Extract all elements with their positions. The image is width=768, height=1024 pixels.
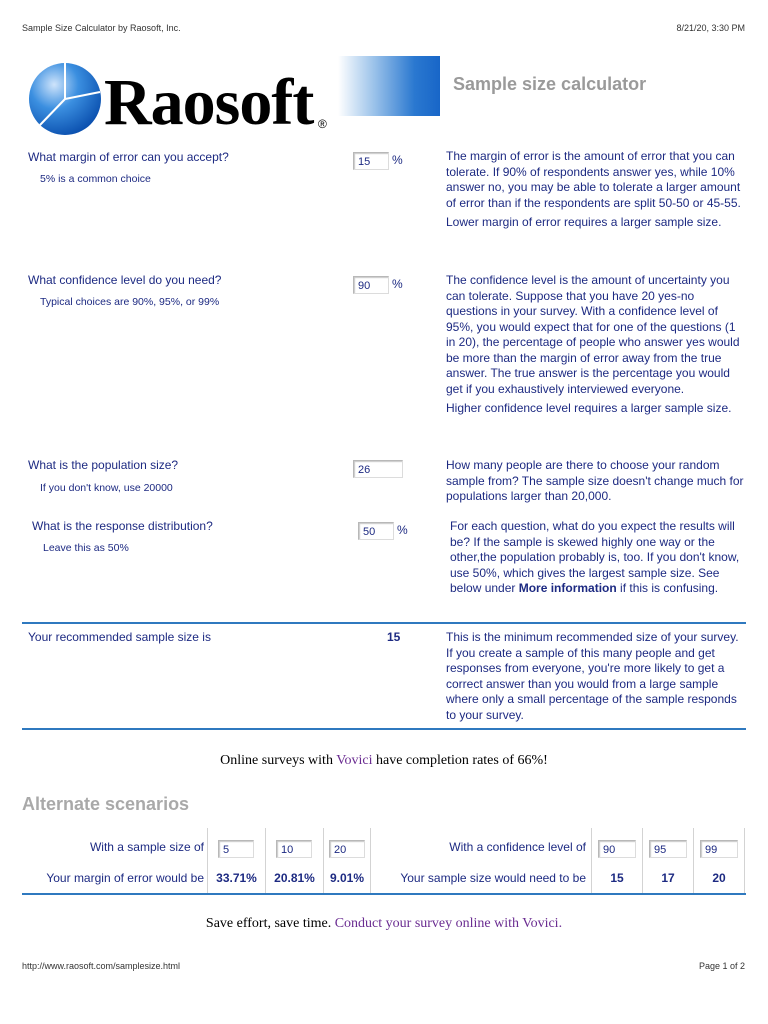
cell-divider	[370, 828, 371, 894]
margin-description	[446, 149, 746, 235]
raosoft-logo-text: Raosoft	[104, 66, 314, 139]
print-footer-url: http://www.raosoft.com/samplesize.html	[22, 961, 181, 971]
result-label: Your recommended sample size is	[28, 630, 211, 644]
alt-margin-value-2: 20.81%	[274, 871, 315, 885]
print-footer-page: Page 1 of 2	[698, 961, 745, 971]
result-divider-bottom	[22, 728, 746, 730]
header-banner	[338, 56, 440, 116]
conduct-survey-link[interactable]: Conduct your survey online with Vovici.	[334, 916, 563, 931]
distribution-question: What is the response distribution?	[32, 519, 213, 533]
confidence-question: What confidence level do you need?	[28, 273, 222, 287]
alternate-divider	[22, 893, 746, 895]
result-description: This is the minimum recommended size of your survey. If you create a sample of this many people and get responses from everyone, you're more likely to get a correct answer than you would from a large sample where only a small percentage of the sample responds to your survey.	[446, 630, 739, 722]
confidence-level-label: With a confidence level of	[449, 840, 586, 854]
population-hint: If you don't know, use 20000	[40, 482, 173, 494]
needed-size-label: Your sample size would need to be	[400, 871, 586, 885]
confidence-description	[446, 273, 746, 421]
raosoft-logo-icon	[28, 62, 102, 136]
confidence-description-p2: Higher confidence level requires a larger sample size.	[446, 401, 732, 415]
print-header-title: Sample Size Calculator by Raosoft, Inc.	[22, 23, 181, 33]
alternate-scenarios-title: Alternate scenarios	[22, 794, 190, 814]
confidence-level-input[interactable]: 90	[353, 276, 389, 294]
margin-description-p1: The margin of error is the amount of error that you can tolerate. If 90% of respondents answer yes, while 10% answer no, you may be able to tolerate a larger amount of error than if the respondents are split 50-50 or 45-55.	[446, 149, 741, 210]
margin-question: What margin of error can you accept?	[28, 150, 229, 164]
margin-hint: 5% is a common choice	[40, 173, 151, 185]
population-size-input[interactable]: 26	[353, 460, 403, 478]
vovici-link[interactable]: Vovici	[336, 753, 373, 768]
alt-needed-value-3: 20	[712, 871, 726, 885]
population-description-p1: How many people are there to choose your random sample from? The sample size doesn't change much for populations larger than 20,000.	[446, 458, 744, 503]
margin-result-label: Your margin of error would be	[46, 871, 204, 885]
alt-confidence-input-1[interactable]: 90	[598, 840, 636, 858]
population-description	[446, 458, 746, 509]
alternate-scenarios-table	[22, 828, 746, 894]
sample-size-label: With a sample size of	[89, 840, 204, 854]
margin-of-error-input[interactable]: 15	[353, 152, 389, 170]
alt-needed-value-1: 15	[610, 871, 624, 885]
promo-completion-rates	[0, 753, 768, 769]
confidence-description-p1: The confidence level is the amount of uncertainty you can tolerate. Suppose that you have 20 yes-no questions in your survey. With a confidence level of 95%, you would expect that for one of the questions (1 in 20), the percentage of people who answer yes would be more than the margin of error away from the true answer. The true answer is the percentage you would get if you exhaustively interviewed everyone.	[446, 273, 740, 396]
promo2-text: Save effort, save time.	[205, 916, 335, 931]
registered-mark: ®	[318, 117, 327, 131]
distribution-description	[450, 519, 746, 597]
promo-save-effort	[0, 916, 768, 932]
alt-sample-size-input-2[interactable]: 10	[276, 840, 312, 858]
confidence-unit: %	[392, 277, 403, 291]
population-question: What is the population size?	[28, 458, 179, 472]
page-title: Sample size calculator	[453, 74, 647, 94]
response-distribution-input[interactable]: 50	[358, 522, 394, 540]
alt-margin-value-1: 33.71%	[216, 871, 257, 885]
promo-text: Online surveys with	[220, 753, 337, 768]
recommended-sample-size: 15	[387, 630, 401, 644]
alt-needed-value-2: 17	[661, 871, 675, 885]
promo-text-tail: have completion rates of 66%!	[372, 753, 548, 768]
cell-divider	[744, 828, 745, 894]
more-information-link[interactable]: More information	[518, 581, 617, 595]
alt-confidence-input-2[interactable]: 95	[649, 840, 687, 858]
alt-margin-value-3: 9.01%	[329, 871, 365, 885]
distribution-description-tail: if this is confusing.	[616, 581, 719, 595]
distribution-description-text: For each question, what do you expect the results will be? If the sample is skewed highly one way or the other,the population probably is, too. If you don't know, use 50%, which gives the largest sample size. See below under	[450, 519, 740, 595]
result-divider-top	[22, 622, 746, 624]
alt-sample-size-input-1[interactable]: 5	[218, 840, 254, 858]
confidence-hint: Typical choices are 90%, 95%, or 99%	[40, 296, 220, 308]
alt-confidence-input-3[interactable]: 99	[700, 840, 738, 858]
distribution-hint: Leave this as 50%	[43, 542, 129, 554]
distribution-unit: %	[397, 523, 408, 537]
print-header-date: 8/21/20, 3:30 PM	[676, 23, 745, 33]
margin-unit: %	[392, 153, 403, 167]
margin-description-p2: Lower margin of error requires a larger sample size.	[446, 215, 722, 229]
alt-sample-size-input-3[interactable]: 20	[329, 840, 365, 858]
